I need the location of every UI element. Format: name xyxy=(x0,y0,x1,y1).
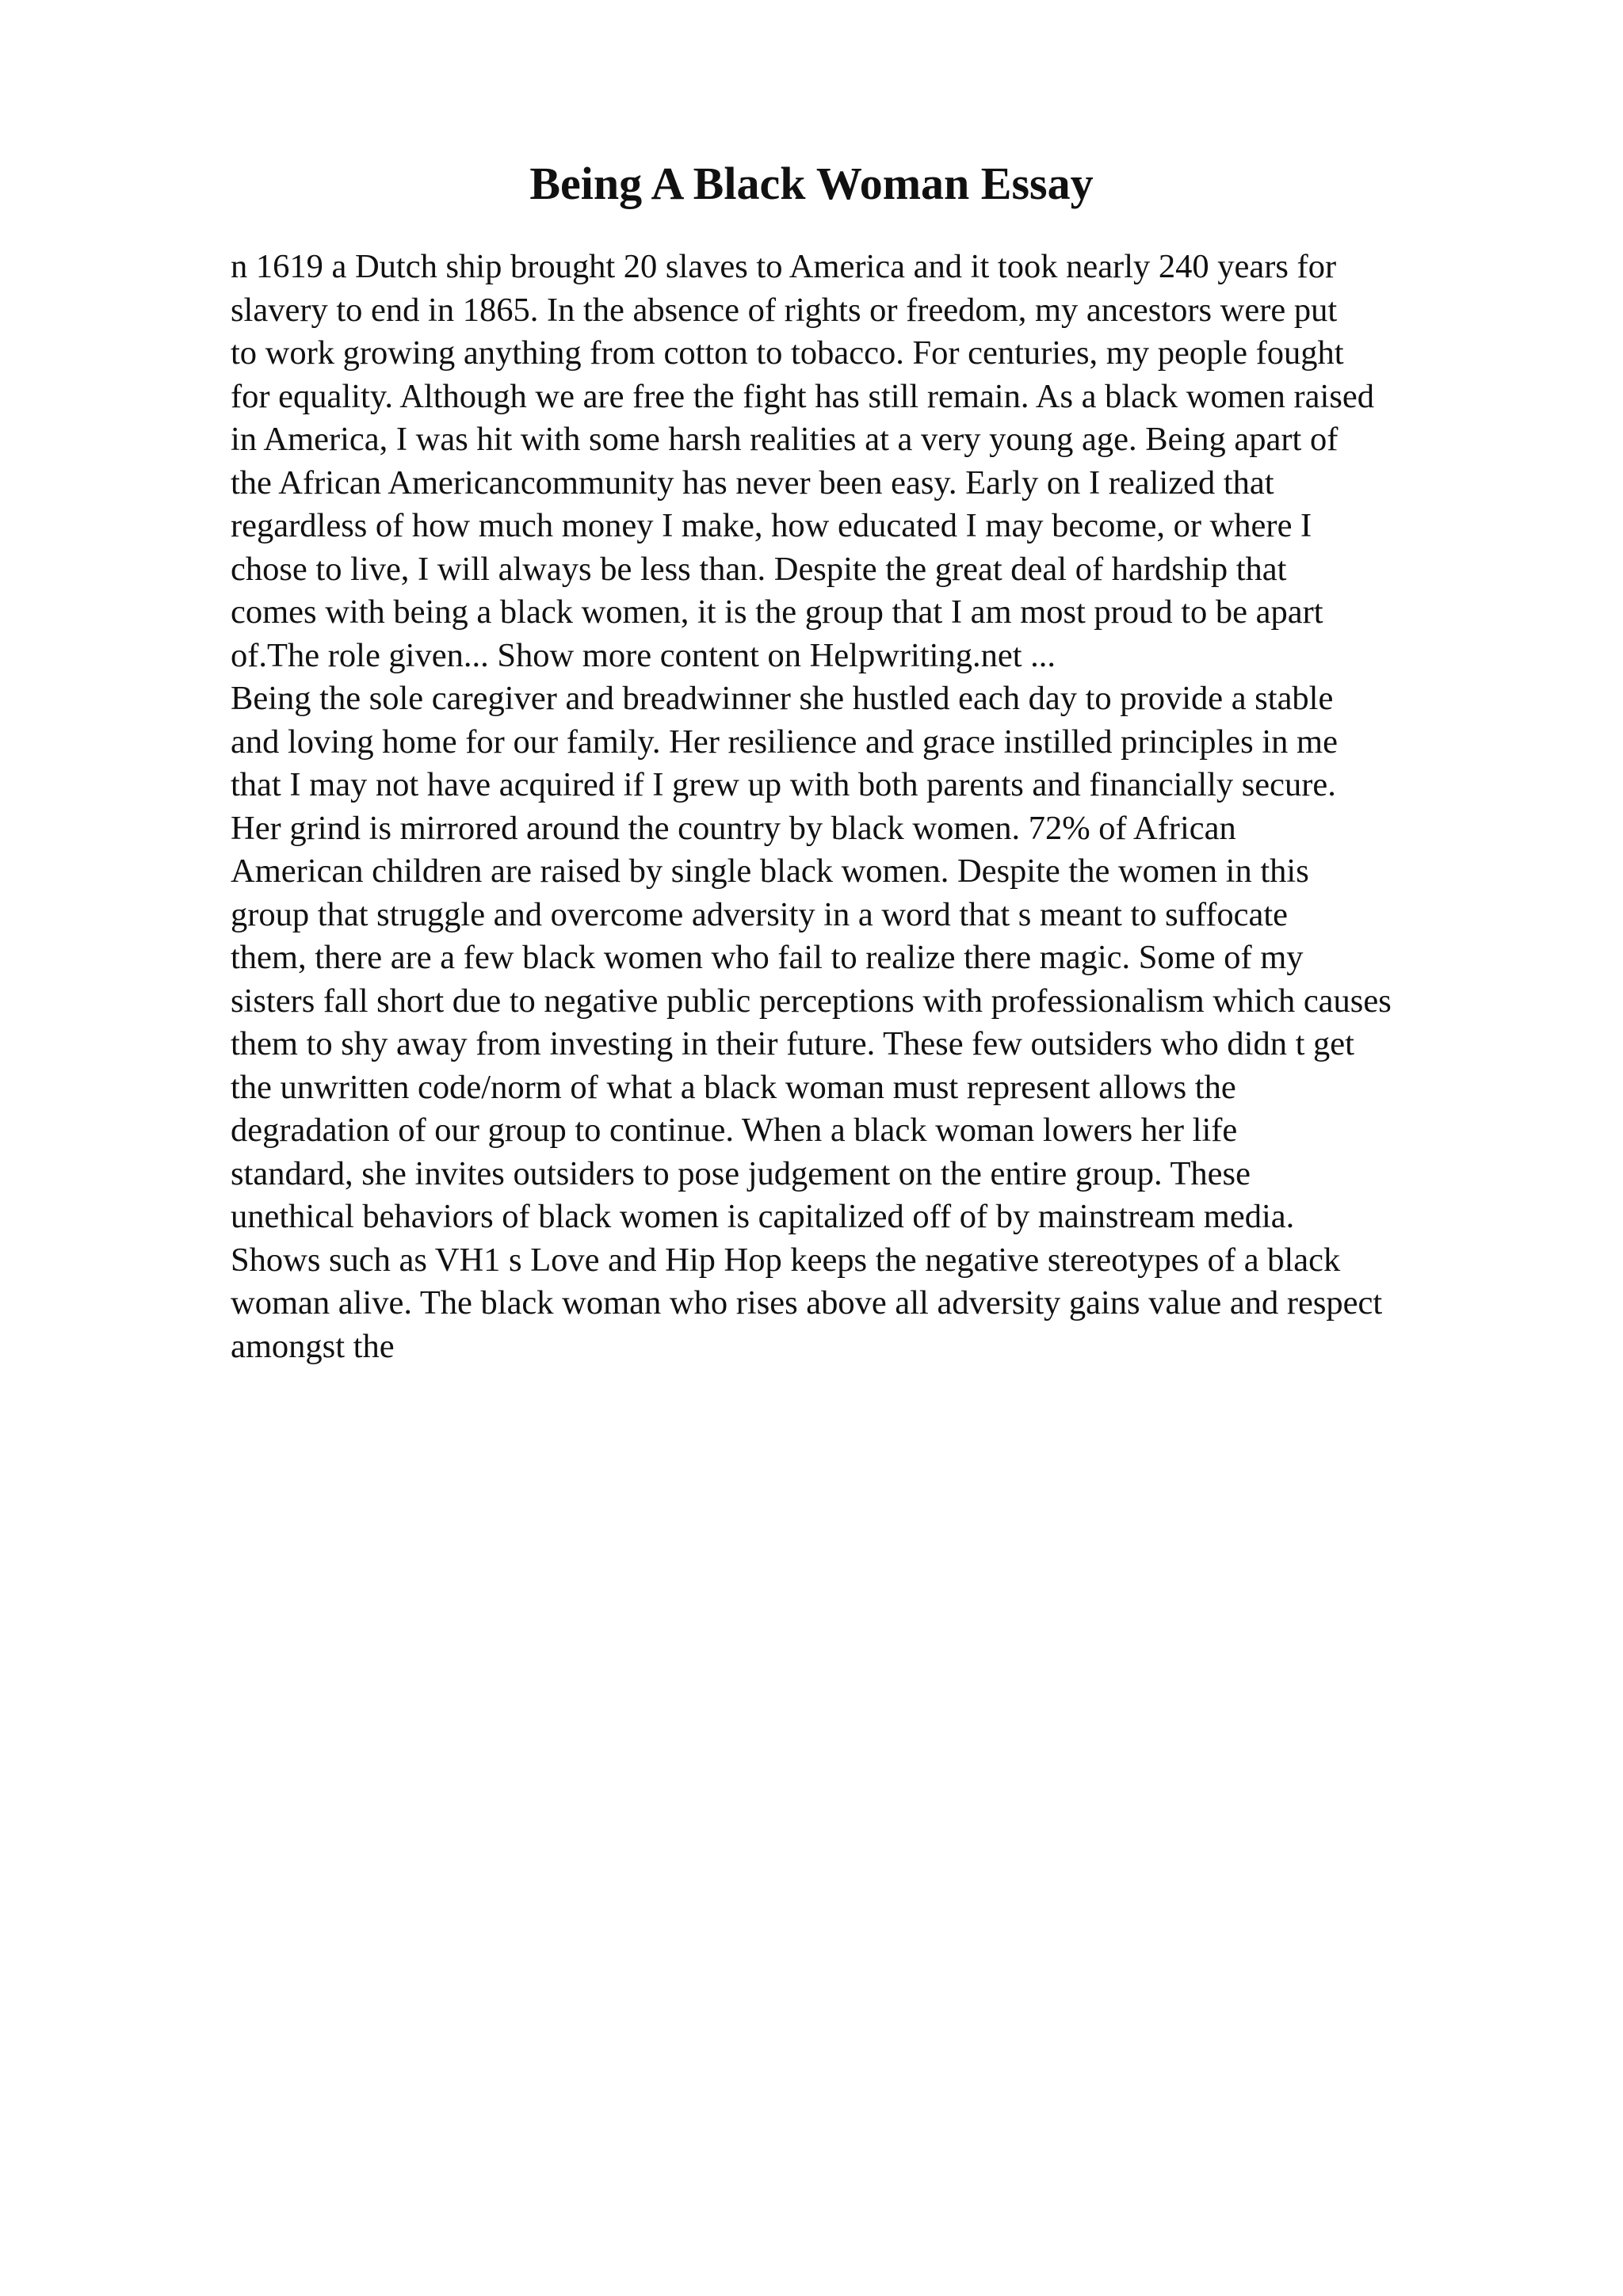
essay-line: Her grind is mirrored around the country by black women. 72% of African xyxy=(231,809,1236,847)
essay-line: of.The role given... Show more content on Helpwriting.net ... xyxy=(231,636,1056,674)
essay-line: standard, she invites outsiders to pose judgement on the entire group. These xyxy=(231,1154,1251,1192)
essay-line: sisters fall short due to negative public perceptions with professionalism which causes xyxy=(231,982,1392,1020)
essay-line: Being the sole caregiver and breadwinner she hustled each day to provide a stable xyxy=(231,680,1334,717)
essay-line: woman alive. The black woman who rises above all adversity gains value and respect xyxy=(231,1284,1383,1322)
document-title: Being A Black Woman Essay xyxy=(529,158,1094,209)
essay-line: unethical behaviors of black women is capitalized off of by mainstream media. xyxy=(231,1198,1295,1235)
essay-body xyxy=(231,246,1530,1368)
essay-line: American children are raised by single black women. Despite the women in this xyxy=(231,852,1309,890)
essay-line: the unwritten code/norm of what a black woman must represent allows the xyxy=(231,1068,1236,1106)
essay-line: group that struggle and overcome adversity in a word that s meant to suffocate xyxy=(231,895,1289,933)
essay-line: chose to live, I will always be less than. Despite the great deal of hardship that xyxy=(231,550,1287,588)
essay-line: regardless of how much money I make, how educated I may become, or where I xyxy=(231,507,1312,544)
essay-line: n 1619 a Dutch ship brought 20 slaves to America and it took nearly 240 years for xyxy=(231,248,1337,285)
essay-line: Shows such as VH1 s Love and Hip Hop keeps the negative stereotypes of a black xyxy=(231,1241,1341,1279)
essay-line: to work growing anything from cotton to tobacco. For centuries, my people fought xyxy=(231,334,1344,372)
essay-line: amongst the xyxy=(231,1327,395,1365)
essay-line: for equality. Although we are free the fight has still remain. As a black women raised xyxy=(231,377,1374,415)
essay-line: them to shy away from investing in their future. These few outsiders who didn t get xyxy=(231,1025,1354,1062)
essay-line: in America, I was hit with some harsh realities at a very young age. Being apart of xyxy=(231,421,1338,458)
essay-line: comes with being a black women, it is the group that I am most proud to be apart xyxy=(231,593,1323,631)
essay-line: and loving home for our family. Her resilience and grace instilled principles in me xyxy=(231,723,1338,761)
essay-line: that I may not have acquired if I grew up with both parents and financially secure. xyxy=(231,766,1336,803)
essay-line: the African Americancommunity has never been easy. Early on I realized that xyxy=(231,463,1274,502)
essay-line: degradation of our group to continue. When a black woman lowers her life xyxy=(231,1112,1238,1149)
essay-line: them, there are a few black women who fail to realize there magic. Some of my xyxy=(231,939,1304,976)
essay-line: slavery to end in 1865. In the absence of rights or freedom, my ancestors were put xyxy=(231,291,1338,329)
